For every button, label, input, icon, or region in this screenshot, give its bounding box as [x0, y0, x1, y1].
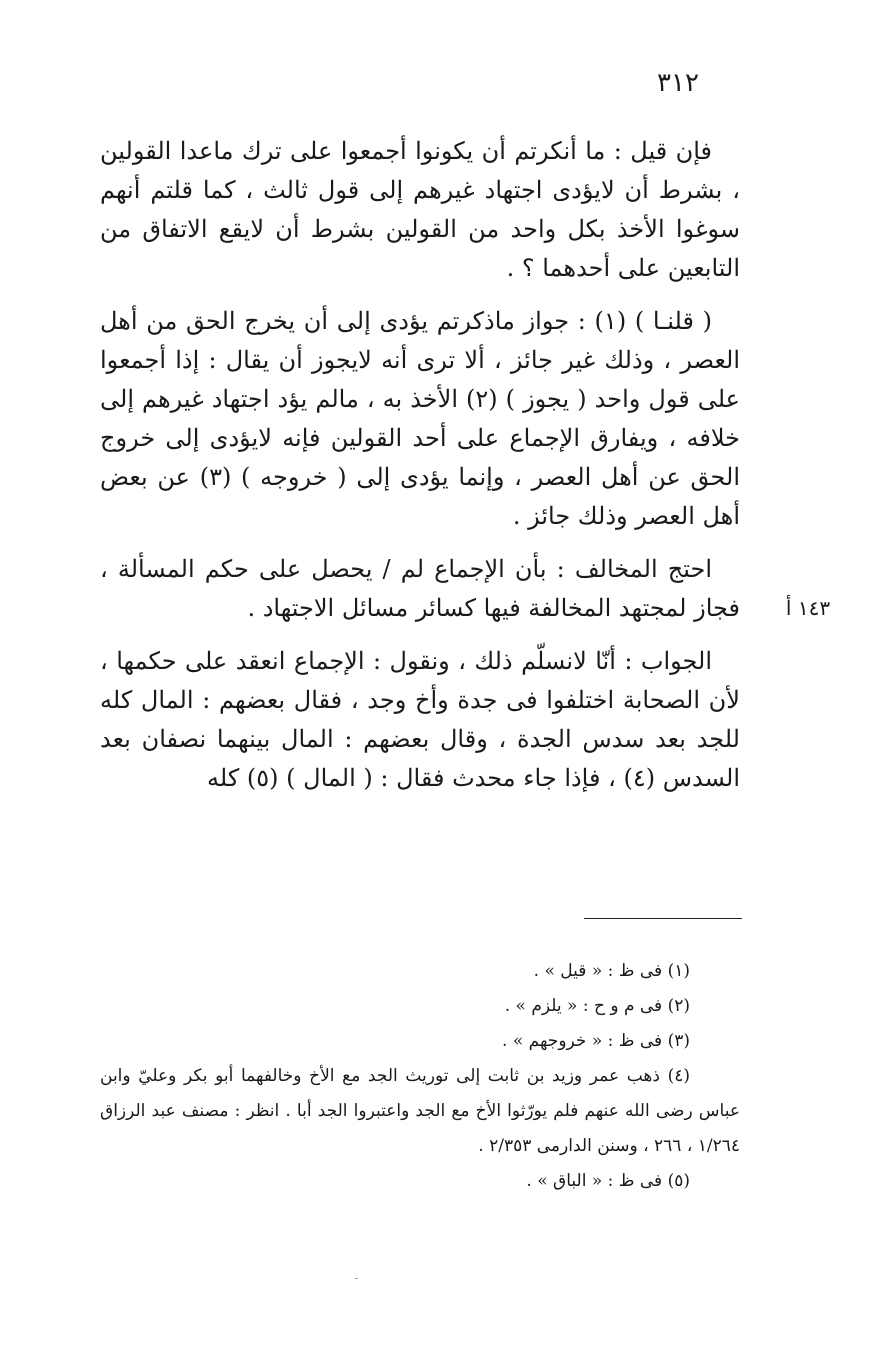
- footnote-2: (٢) فى م و ح : « يلزم » .: [504, 996, 690, 1016]
- footnotes: [100, 954, 740, 1199]
- footnote-5: (٥) فى ظ : « الباق » .: [526, 1171, 690, 1191]
- footnote-1: (١) فى ظ : « قيل » .: [533, 961, 690, 981]
- scan-speck: [355, 1278, 358, 1279]
- footnote-4: (٤) ذهب عمر وزيد بن ثابت إلى توريث الجد مع الأخ وخالفهما أبو بكر وعليّ وابن عباس رضى الله عنهم فلم يورّثوا الأخ مع الجد واعتبروا الجد أبا . انظر : مصنف عبد الرزاق ١/٢٦٤ ، ٢٦٦ ، وسنن الدارمى ٢/٣٥٣ .: [100, 1066, 740, 1156]
- paragraph-opponent-argument: احتج المخالف : بأن الإجماع لم / يحصل على حكم المسألة ، فجاز لمجتهد المخالفة فيها كسائر مسائل الاجتهاد .: [100, 555, 740, 622]
- manuscript-folio-note: ١٤٣ أ: [785, 596, 831, 620]
- main-text: [100, 132, 740, 812]
- paragraph-answer: الجواب : أنّا لانسلّم ذلك ، ونقول : الإجماع انعقد على حكمها ، لأن الصحابة اختلفوا فى جدة وأخ وجد ، فقال بعضهم : المال كله للجد بعد سدس الجدة ، وقال بعضهم : المال بينهما نصفان بعد السدس (٤) ، فإذا جاء محدث فقال : ( المال ) (٥) كله: [100, 647, 740, 792]
- paragraph-reply: ( قلنـا ) (١) : جواز ماذكرتم يؤدى إلى أن يخرج الحق من أهل العصر ، وذلك غير جائز ، ألا ترى أنه لايجوز أن يقال : إذا أجمعوا على قول واحد ( يجوز ) (٢) الأخذ به ، مالم يؤد اجتهاد غيرهم إلى خلافه ، ويفارق الإجماع على أحد القولين فإنه لايؤدى إلى خروج الحق عن أهل العصر ، وإنما يؤدى إلى ( خروجه ) (٣) عن بعض أهل العصر وذلك جائز .: [100, 307, 741, 530]
- page-number: ٣١٢: [657, 68, 699, 98]
- paragraph-objection: فإن قيل : ما أنكرتم أن يكونوا أجمعوا على ترك ماعدا القولين ، بشرط أن لايؤدى اجتهاد غيرهم إلى قول ثالث ، كما قلتم أنهم سوغوا الأخذ بكل واحد من القولين بشرط أن لايقع الاتفاق من التابعين على أحدهما ؟ .: [100, 137, 740, 282]
- footnote-separator: [584, 918, 742, 919]
- footnote-3: (٣) فى ظ : « خروجهم » .: [502, 1031, 690, 1051]
